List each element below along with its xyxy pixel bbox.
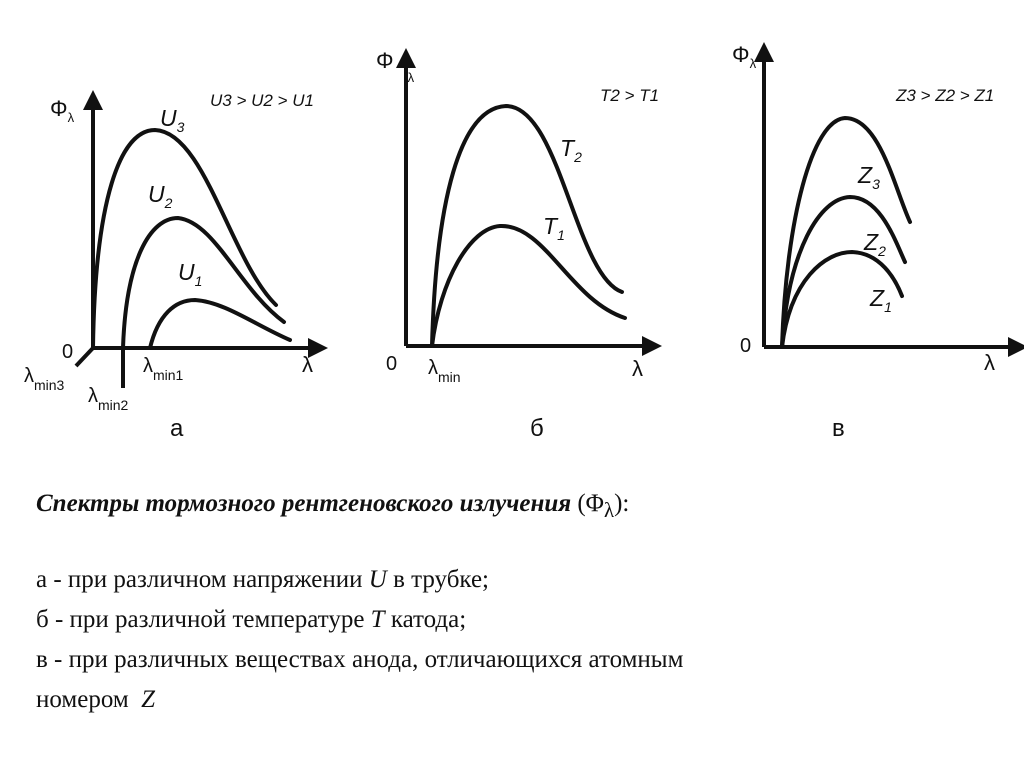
panel-b-caption-letter: б [530, 415, 544, 442]
caption-line-b [36, 600, 996, 640]
panel-b-condition: T2 > T1 [600, 86, 660, 105]
panel-b-label-t2: $T_2$ [560, 135, 582, 165]
panel-b-lambda-min: $\lambda_{min}$ [428, 357, 461, 385]
caption-line-b-suffix: катода; [384, 606, 467, 633]
caption-line-d-var: Z [141, 686, 156, 713]
panel-c-x-label: λ [984, 350, 995, 375]
panel-a-label-u2: $U_2$ [148, 181, 173, 211]
caption-title-symbol-sub: λ [603, 498, 615, 522]
caption-title-line [36, 484, 996, 530]
panel-a-condition: U3 > U2 > U1 [210, 91, 314, 110]
panel-c-label-z2: $Z_2$ [864, 229, 886, 259]
caption-line-a-prefix: а - при различном напряжении [36, 566, 369, 593]
caption-title-symbol-close: ): [614, 490, 630, 517]
panel-b-origin: 0 [386, 353, 398, 375]
panel-b-y-label: $\Phi_\lambda$ [376, 48, 415, 85]
caption-line-d [36, 680, 996, 720]
panel-b-curve-t2 [432, 106, 622, 346]
panel-b [376, 48, 659, 442]
panel-c-origin: 0 [740, 335, 752, 357]
panel-c-caption-letter: в [832, 415, 845, 442]
panel-c [732, 42, 1018, 442]
caption-line-a-var: U [368, 566, 387, 593]
panel-b-label-t1: $T_1$ [543, 213, 565, 243]
panel-b-x-label: λ [632, 356, 643, 381]
caption-title: Спектры тормозного рентгеновского излучения [36, 490, 572, 517]
panel-a-label-u1: $U_1$ [178, 259, 203, 289]
panel-a [24, 91, 318, 442]
caption-line-b-var: T [370, 606, 385, 633]
panel-a-y-label: $\Phi_\lambda$ [50, 96, 75, 125]
panel-c-label-z3: $Z_3$ [858, 162, 880, 192]
panel-a-curve-u3 [93, 130, 276, 348]
panel-c-label-z1: $Z_1$ [870, 285, 892, 315]
panel-a-lambda-min3: $\lambda_{min3}$ [24, 365, 65, 393]
caption-line-c: в - при различных веществах анода, отличающихся атомным [36, 646, 684, 673]
panel-c-y-label: $\Phi_\lambda$ [732, 42, 757, 71]
panel-a-x-label: λ [302, 352, 313, 377]
panel-a-label-u3: $U_3$ [160, 105, 185, 135]
panel-a-lambda-min1: $\lambda_{min1}$ [143, 355, 184, 383]
panel-a-origin: 0 [62, 341, 74, 363]
caption-line-a-suffix: в трубке; [386, 566, 489, 593]
caption-line-a [36, 560, 996, 600]
figure-caption [36, 484, 996, 720]
panel-c-condition: Z3 > Z2 > Z1 [896, 86, 995, 105]
panel-a-lambda-min2: $\lambda_{min2}$ [88, 385, 129, 413]
panel-b-curve-t1 [432, 226, 625, 346]
panel-a-caption-letter: а [170, 415, 184, 442]
panel-a-lambda-min3-tick [76, 348, 93, 366]
caption-line-b-prefix: б - при различной температуре [36, 606, 371, 633]
caption-line-d-prefix: номером [36, 686, 142, 713]
caption-title-symbol-open: (Φ [571, 490, 604, 517]
